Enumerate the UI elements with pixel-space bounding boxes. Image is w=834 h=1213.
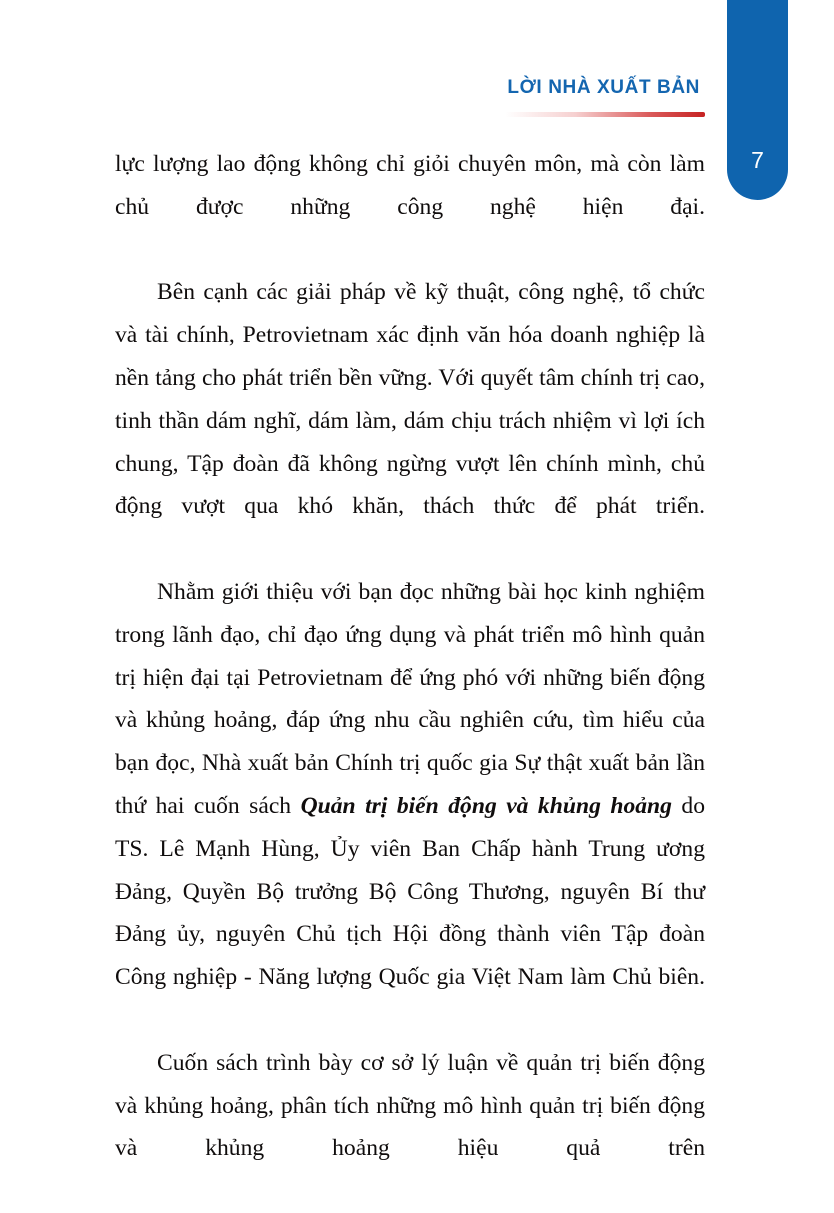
running-head: LỜI NHÀ XUẤT BẢN: [507, 77, 700, 98]
paragraph-book-introduction: [115, 571, 705, 1042]
body-text-column: [115, 143, 705, 1213]
book-title: Quản trị biến động và khủng hoảng: [300, 792, 672, 819]
header-rule: [505, 112, 705, 117]
paragraph-continuation: lực lượng lao động không chỉ giỏi chuyên môn, mà còn làm chủ được những công nghệ hiện đại.: [115, 151, 705, 220]
page-number: 7: [751, 147, 764, 173]
sentence-attribution: do TS. Lê Mạnh Hùng, Ủy viên Ban Chấp hành Trung ương Đảng, Quyền Bộ trưởng Bộ Công Thương, nguyên Bí thư Đảng ủy, nguyên Chủ tịch Hội đồng thành viên Tập đoàn Công nghiệp - Năng lượng Quốc gia Việt Nam làm Chủ biên.: [115, 792, 706, 991]
paragraph-book-contents: Cuốn sách trình bày cơ sở lý luận về quản trị biến động và khủng hoảng, phân tích những mô hình quản trị biến động và khủng hoảng hiệu quả trên: [115, 1049, 705, 1162]
paragraph-petrovietnam-culture: Bên cạnh các giải pháp về kỹ thuật, công nghệ, tổ chức và tài chính, Petrovietnam xác định văn hóa doanh nghiệp là nền tảng cho phát triển bền vững. Với quyết tâm chính trị cao, tinh thần dám nghĩ, dám làm, dám chịu trách nhiệm vì lợi ích chung, Tập đoàn đã không ngừng vượt lên chính mình, chủ động vượt qua khó khăn, thách thức để phát triển.: [115, 279, 705, 520]
sentence-lead-in: Nhằm giới thiệu với bạn đọc những bài học kinh nghiệm trong lãnh đạo, chỉ đạo ứng dụng và phát triển mô hình quản trị hiện đại tại Petrovietnam để ứng phó với những biến động và khủng hoảng, đáp ứng nhu cầu nghiên cứu, tìm hiểu của bạn đọc, Nhà xuất bản Chính trị quốc gia Sự thật xuất bản lần thứ hai cuốn sách: [115, 578, 705, 819]
page-number-tab: [727, 0, 788, 200]
